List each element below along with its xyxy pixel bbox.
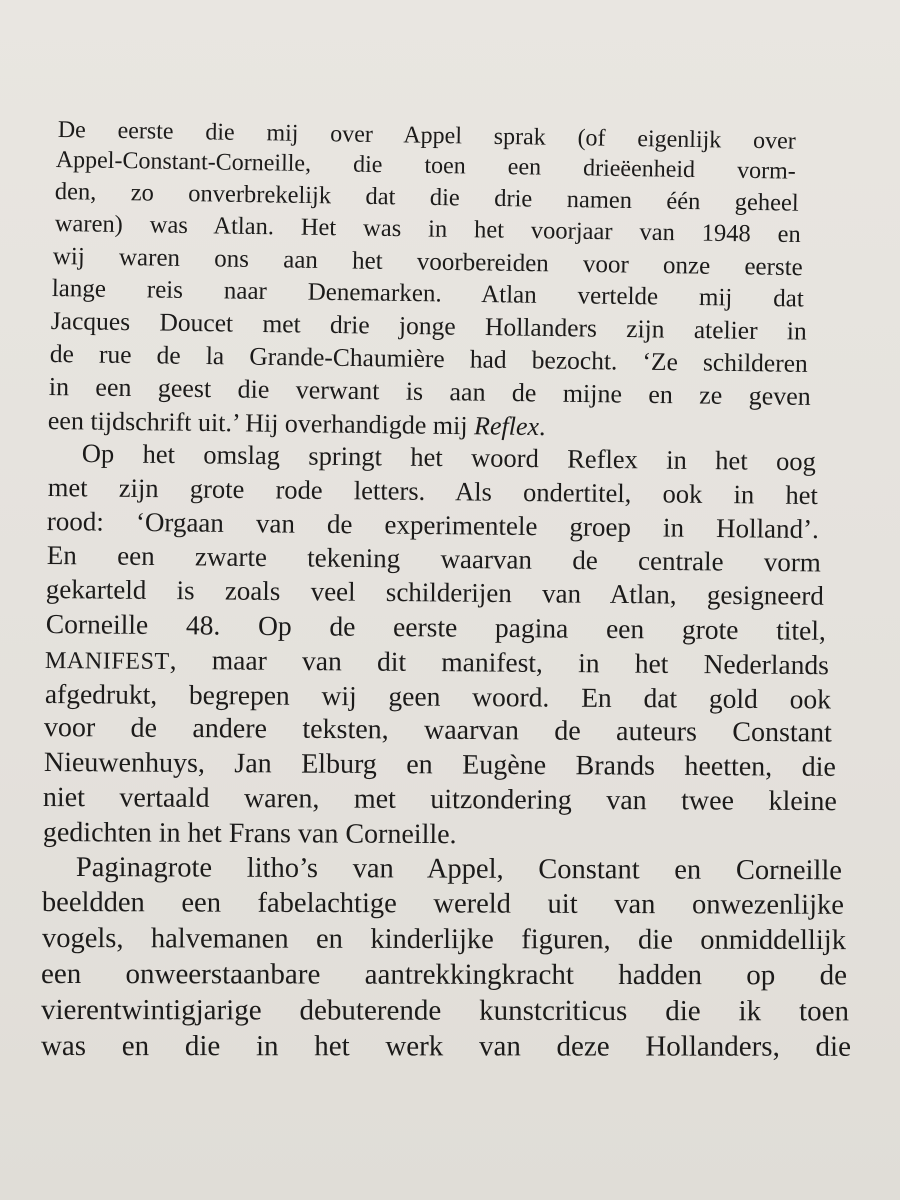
text-line: Paginagrote litho’s van Appel, Constant en Corneille [75,852,843,887]
text-line: voor de andere teksten, waarvan de auteurs Constant [43,712,832,749]
text-line: En een zwarte tekening waarvan de centrale vorm [46,540,821,578]
text-line: Nieuwenhuys, Jan Elburg en Eugène Brands heetten, die [43,747,836,783]
text-line: was en die in het werk van deze Hollanders, die [40,1030,852,1063]
text-fragment: . [538,412,546,442]
text-fragment: , maar van dit manifest, in het Nederlands [169,643,829,681]
text-line: vierentwintigjarige debuterende kunstcriticus die ik toen [40,994,850,1028]
text-line: Corneille 48. Op de eerste pagina een grote titel, [45,608,826,646]
text-line: Appel-Constant-Corneille, die toen een drieëenheid vorm- [55,147,796,185]
text-line: wij waren ons aan het voorbereiden voor onze eerste [52,243,803,282]
text-line: in een geest die verwant is aan de mijne en ze geven [48,372,811,411]
text-line: niet vertaald waren, met uitzondering van twee kleine [42,782,837,818]
text-line: lange reis naar Denemarken. Atlan vertelde mij dat [51,275,804,313]
text-line-last: gedichten in het Frans van Corneille. [42,817,457,851]
text-fragment: een tijdschrift uit.’ Hij overhandigde mij [47,406,475,441]
text-line: een onweerstaanbare aantrekkingkracht hadden op de [40,958,848,992]
text-line: Jacques Doucet met drie jonge Hollanders zijn atelier in [50,306,807,346]
text-line: gekarteld is zoals veel schilderijen van Atlan, gesigneerd [45,574,824,611]
text-line: den, zo onverbrekelijk dat die drie namen één geheel [54,178,799,217]
text-line: rood: ‘Orgaan van de experimentele groep in Holland’. [46,506,819,545]
journal-title: Reflex [473,411,540,441]
text-line-last [48,408,546,440]
text-line [45,645,829,679]
text-line: vogels, halvemanen en kinderlijke figuren, die onmiddellijk [41,923,847,957]
text-line: met zijn grote rode letters. Als ondertitel, ook in het [47,472,818,511]
text-line: de rue de la Grande-Chaumière had bezocht. ‘Ze schilderen [49,339,808,378]
text-line: De eerste die mij over Appel sprak (of eigenlijk over [57,117,796,155]
text-line: beeldden een fabelachtige wereld uit van onwezenlijke [41,887,845,921]
text-line: waren) was Atlan. Het was in het voorjaar van 1948 en [54,210,801,249]
manifest-heading: MANIFEST [44,646,170,675]
text-line: Op het omslag springt het woord Reflex in het oog [81,438,816,477]
text-line: afgedrukt, begrepen wij geen woord. En dat gold ook [44,678,831,715]
